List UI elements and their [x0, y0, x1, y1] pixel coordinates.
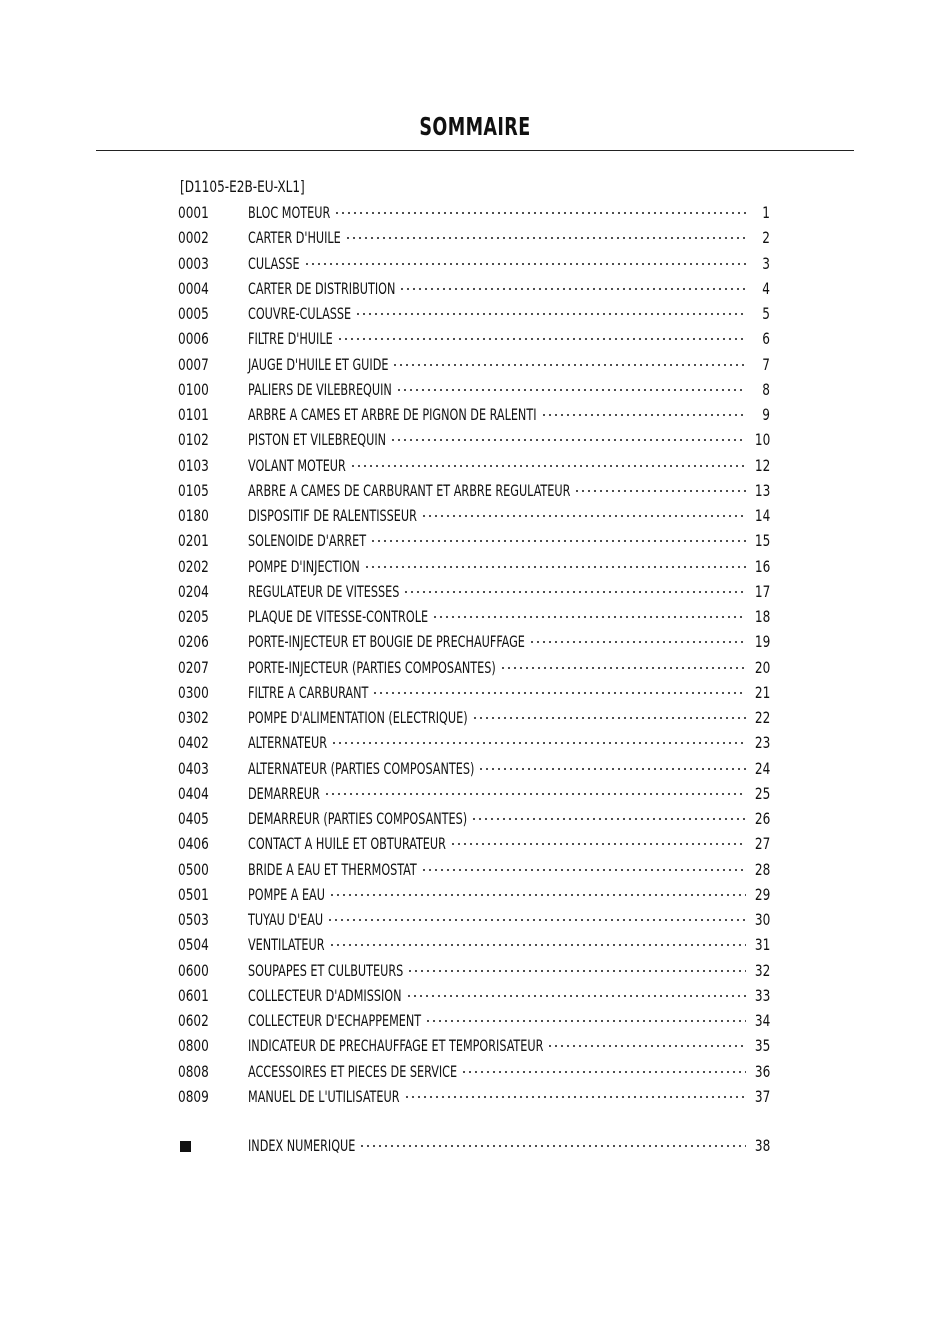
section-code: 0101 [178, 405, 209, 424]
dot-leader [396, 389, 746, 391]
section-title: POMPE D'INJECTION [248, 556, 360, 576]
dot-leader [392, 364, 746, 366]
section-code: 0202 [178, 556, 209, 576]
section-title: ACCESSOIRES ET PIECES DE SERVICE [248, 1061, 458, 1081]
section-code: 0006 [178, 329, 209, 349]
section-code: 0602 [178, 1011, 209, 1030]
toc-row [0, 629, 950, 654]
toc-row [0, 1059, 950, 1084]
toc-entry [248, 326, 770, 351]
section-code: 0102 [178, 430, 209, 450]
toc-row [0, 402, 950, 427]
toc-entry [248, 932, 770, 957]
section-code: 0504 [178, 935, 209, 955]
page-number: 30 [754, 910, 770, 929]
page-number: 17 [754, 581, 770, 601]
section-code: 0501 [178, 884, 209, 904]
page-number: 29 [754, 884, 770, 904]
page-number: 26 [754, 809, 770, 828]
page-number: 2 [762, 228, 770, 248]
dot-leader [432, 616, 746, 618]
page-number: 16 [754, 556, 770, 576]
dot-leader [359, 1145, 745, 1147]
toc-row [0, 983, 950, 1008]
section-title: COLLECTEUR D'ECHAPPEMENT [248, 1011, 422, 1030]
section-title: TUYAU D'EAU [248, 910, 324, 929]
dot-leader [364, 566, 746, 568]
page-number: 4 [762, 278, 770, 298]
dot-leader [500, 667, 746, 669]
page-title: SOMMAIRE [419, 112, 531, 141]
section-code: 0207 [178, 657, 209, 677]
section-title: PORTE-INJECTEUR ET BOUGIE DE PRECHAUFFAGE [248, 632, 525, 652]
section-title: CULASSE [248, 253, 300, 273]
section-title: CARTER DE DISTRIBUTION [248, 278, 396, 298]
section-title: INDICATEUR DE PRECHAUFFAGE ET TEMPORISATEUR [248, 1036, 544, 1056]
toc-row [0, 251, 950, 276]
section-code: 0403 [178, 758, 209, 778]
section-code: 0204 [178, 581, 209, 601]
page-number: 6 [762, 329, 770, 349]
toc-row [0, 276, 950, 301]
page-number: 24 [754, 758, 770, 778]
page-number: 23 [754, 733, 770, 753]
toc-entry [248, 478, 770, 503]
section-code: 0300 [178, 682, 209, 702]
toc-entry [248, 377, 770, 402]
page-number: 7 [762, 354, 770, 374]
page-number: 1 [762, 203, 770, 222]
toc-entry [248, 200, 770, 225]
dot-leader [334, 212, 746, 214]
toc-entry [248, 276, 770, 301]
toc-entry [248, 427, 770, 452]
section-code: 0003 [178, 253, 209, 273]
toc-entry [248, 528, 770, 553]
dot-leader [406, 995, 746, 997]
section-code: 0180 [178, 506, 209, 525]
title-rule [96, 150, 854, 151]
toc-entry [248, 655, 770, 680]
dot-leader [329, 944, 746, 946]
dot-leader [404, 1096, 746, 1098]
dot-leader [407, 970, 745, 972]
dot-leader [399, 288, 746, 290]
toc-entry [248, 352, 770, 377]
toc-row [0, 579, 950, 604]
section-code: 0201 [178, 531, 209, 551]
toc-entry [248, 857, 770, 882]
section-code: 0800 [178, 1036, 209, 1056]
dot-leader [421, 515, 746, 517]
page-number: 9 [762, 405, 770, 424]
toc-entry [248, 554, 770, 579]
toc-row [0, 781, 950, 806]
page-number: 13 [754, 480, 770, 500]
dot-leader [350, 465, 746, 467]
page-number: 15 [754, 531, 770, 551]
section-title: DEMARREUR [248, 783, 320, 803]
section-code: 0600 [178, 960, 209, 980]
page-number: 31 [754, 935, 770, 955]
toc-entry [248, 680, 770, 705]
toc-entry [248, 882, 770, 907]
toc-row [0, 503, 950, 528]
section-code: 0004 [178, 278, 209, 298]
section-title: VOLANT MOTEUR [248, 455, 346, 475]
toc-entry [248, 730, 770, 755]
page-number: 27 [754, 834, 770, 854]
toc-entry [248, 958, 770, 983]
dot-leader [574, 490, 745, 492]
model-code: [D1105-E2B-EU-XL1] [180, 177, 305, 196]
toc-entry [248, 781, 770, 806]
toc-row [0, 554, 950, 579]
page-number: 8 [762, 379, 770, 399]
dot-leader [345, 237, 746, 239]
toc-entry [248, 983, 770, 1008]
page-number: 34 [754, 1011, 770, 1030]
toc-entry [248, 453, 770, 478]
section-title: DISPOSITIF DE RALENTISSEUR [248, 506, 417, 525]
toc-row [0, 907, 950, 932]
section-code: 0205 [178, 607, 209, 626]
section-title: VENTILATEUR [248, 935, 325, 955]
section-code: 0809 [178, 1086, 209, 1106]
section-title: REGULATEUR DE VITESSES [248, 581, 400, 601]
toc-row [0, 705, 950, 730]
section-title: PLAQUE DE VITESSE-CONTROLE [248, 607, 429, 626]
toc-row [0, 225, 950, 250]
dot-leader [390, 439, 746, 441]
dot-leader [471, 818, 746, 820]
index-entry [248, 1133, 770, 1158]
toc-entry [248, 225, 770, 250]
dot-leader [337, 338, 746, 340]
page-number: 18 [754, 607, 770, 626]
page-number: 25 [754, 783, 770, 803]
section-code: 0601 [178, 985, 209, 1005]
section-title: PORTE-INJECTEUR (PARTIES COMPOSANTES) [248, 657, 496, 677]
section-title: ALTERNATEUR [248, 733, 328, 753]
dot-leader [472, 717, 746, 719]
toc-entry [248, 503, 770, 528]
toc-entry [248, 301, 770, 326]
toc-entry [248, 756, 770, 781]
page-number: 19 [754, 632, 770, 652]
section-title: POMPE D'ALIMENTATION (ELECTRIQUE) [248, 708, 468, 727]
dot-leader [327, 919, 746, 921]
section-code: 0404 [178, 783, 209, 803]
toc-entry [248, 806, 770, 831]
dot-leader [450, 843, 746, 845]
section-title: ARBRE A CAMES ET ARBRE DE PIGNON DE RALENTI [248, 405, 537, 424]
section-title: PISTON ET VILEBREQUIN [248, 430, 387, 450]
toc-row [0, 604, 950, 629]
section-title: CONTACT A HUILE ET OBTURATEUR [248, 834, 446, 854]
toc-entry [248, 1084, 770, 1109]
page-number: 10 [754, 430, 770, 450]
section-title: BLOC MOTEUR [248, 203, 331, 222]
page-number: 22 [754, 708, 770, 727]
page-number: 35 [754, 1036, 770, 1056]
dot-leader [403, 591, 745, 593]
toc-row [0, 478, 950, 503]
section-code: 0500 [178, 859, 209, 879]
toc-entry [248, 579, 770, 604]
toc-row [0, 680, 950, 705]
toc-row [0, 301, 950, 326]
toc-row [0, 857, 950, 882]
page-number: 32 [754, 960, 770, 980]
toc-row [0, 200, 950, 225]
dot-leader [547, 1045, 745, 1047]
toc-entry [248, 251, 770, 276]
toc-entry [248, 1008, 770, 1033]
toc-row [0, 655, 950, 680]
toc-row [0, 427, 950, 452]
section-title: CARTER D'HUILE [248, 228, 341, 248]
toc-entry [248, 831, 770, 856]
section-title: JAUGE D'HUILE ET GUIDE [248, 354, 389, 374]
toc-entry [248, 629, 770, 654]
toc-row [0, 1008, 950, 1033]
toc-entry [248, 907, 770, 932]
toc-row [0, 377, 950, 402]
section-title: ALTERNATEUR (PARTIES COMPOSANTES) [248, 758, 475, 778]
section-title: POMPE A EAU [248, 884, 325, 904]
page-number: 20 [754, 657, 770, 677]
section-title: FILTRE D'HUILE [248, 329, 333, 349]
section-title: COUVRE-CULASSE [248, 304, 352, 323]
dot-leader [331, 742, 746, 744]
dot-leader [541, 414, 747, 416]
toc-row [0, 831, 950, 856]
toc-row [0, 352, 950, 377]
toc-row [0, 806, 950, 831]
toc-row [0, 756, 950, 781]
dot-leader [329, 894, 746, 896]
section-code: 0005 [178, 304, 209, 323]
dot-leader [370, 540, 746, 542]
dot-leader [461, 1071, 746, 1073]
dot-leader [478, 768, 745, 770]
dot-leader [529, 641, 746, 643]
dot-leader [372, 692, 745, 694]
section-title: ARBRE A CAMES DE CARBURANT ET ARBRE REGULATEUR [248, 480, 571, 500]
section-code: 0206 [178, 632, 209, 652]
toc-row [0, 453, 950, 478]
dot-leader [425, 1020, 746, 1022]
toc-row [0, 932, 950, 957]
section-code: 0302 [178, 708, 209, 727]
toc-entry [248, 1033, 770, 1058]
toc-row [0, 958, 950, 983]
page-number: 36 [754, 1061, 770, 1081]
section-title: DEMARREUR (PARTIES COMPOSANTES) [248, 809, 468, 828]
toc-row [0, 528, 950, 553]
page-number: 12 [754, 455, 770, 475]
section-title: COLLECTEUR D'ADMISSION [248, 985, 402, 1005]
page-number: 3 [762, 253, 770, 273]
page-number: 14 [754, 506, 770, 525]
toc-entry [248, 402, 770, 427]
index-page-number: 38 [754, 1136, 770, 1155]
dot-leader [324, 793, 746, 795]
page-number: 37 [754, 1086, 770, 1106]
index-label: INDEX NUMERIQUE [248, 1136, 356, 1155]
dot-leader [421, 869, 746, 871]
section-code: 0007 [178, 354, 209, 374]
toc-row [0, 326, 950, 351]
toc-entry [248, 1059, 770, 1084]
section-code: 0001 [178, 203, 209, 222]
section-code: 0406 [178, 834, 209, 854]
section-title: PALIERS DE VILEBREQUIN [248, 379, 392, 399]
section-code: 0405 [178, 809, 209, 828]
index-row [0, 1133, 950, 1158]
toc-row [0, 1084, 950, 1109]
page-number: 5 [762, 304, 770, 323]
toc-row [0, 1033, 950, 1058]
page-number: 28 [754, 859, 770, 879]
section-title: FILTRE A CARBURANT [248, 682, 369, 702]
section-code: 0808 [178, 1061, 209, 1081]
section-title: MANUEL DE L'UTILISATEUR [248, 1086, 400, 1106]
section-code: 0105 [178, 480, 209, 500]
section-code: 0100 [178, 379, 209, 399]
toc-entry [248, 705, 770, 730]
page-number: 33 [754, 985, 770, 1005]
section-title: SOUPAPES ET CULBUTEURS [248, 960, 404, 980]
section-code: 0002 [178, 228, 209, 248]
section-title: SOLENOIDE D'ARRET [248, 531, 367, 551]
toc-row [0, 882, 950, 907]
section-code: 0103 [178, 455, 209, 475]
section-code: 0503 [178, 910, 209, 929]
dot-leader [304, 263, 746, 265]
dot-leader [355, 313, 746, 315]
page-number: 21 [754, 682, 770, 702]
section-title: BRIDE A EAU ET THERMOSTAT [248, 859, 417, 879]
section-code: 0402 [178, 733, 209, 753]
toc-entry [248, 604, 770, 629]
toc-row [0, 730, 950, 755]
